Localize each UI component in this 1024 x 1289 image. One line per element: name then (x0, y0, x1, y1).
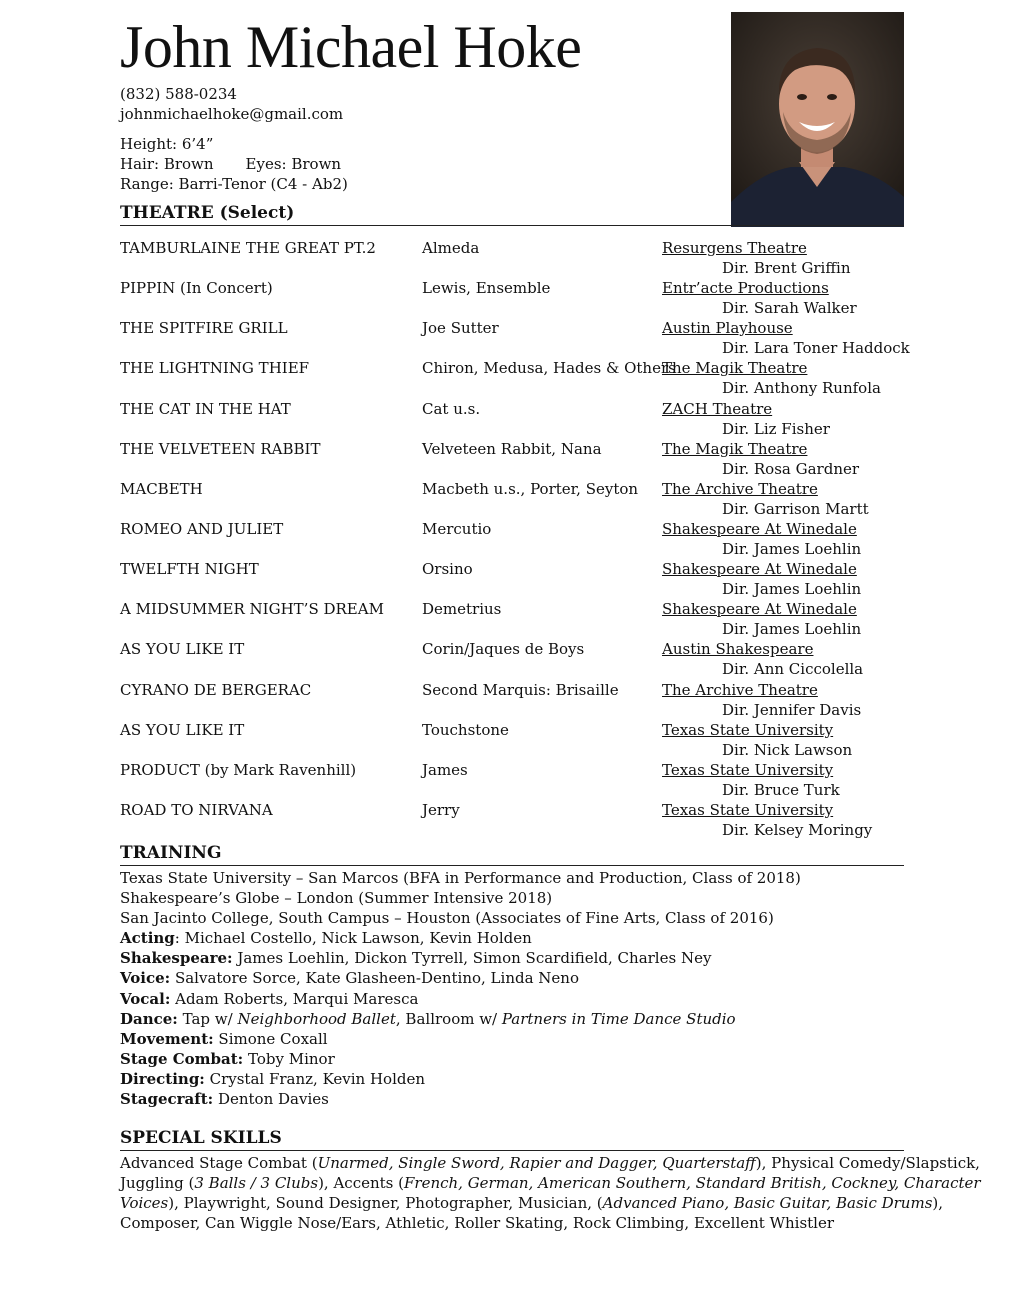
venue: Texas State University (662, 760, 834, 779)
skills-text: Composer, Can Wiggle Nose/Ears, Athletic, Roller Skating, Rock Climbing, Excellent Whistler (120, 1214, 835, 1232)
director: Dir. Brent Griffin (722, 259, 851, 277)
theatre-credits-list (120, 238, 920, 840)
venue: Austin Shakespeare (662, 640, 814, 659)
shakespeare-value: James Loehlin, Dickon Tyrrell, Simon Scardifield, Charles Ney (232, 949, 712, 968)
skills-text: Advanced Stage Combat ( (120, 1154, 318, 1172)
vocal-teachers (120, 989, 920, 1009)
stagecraft-teachers (120, 1089, 920, 1109)
skills-detail: Voices (120, 1194, 169, 1212)
credit-row (120, 238, 920, 278)
show-title: A MIDSUMMER NIGHT’S DREAM (120, 600, 384, 619)
phone-number: (832) 588-0234 (120, 85, 237, 103)
combat-teachers (120, 1049, 920, 1069)
venue: The Archive Theatre (662, 680, 818, 699)
director: Dir. Sarah Walker (722, 299, 857, 318)
director: Dir. Kelsey Moringy (722, 820, 873, 839)
dance-text: , Ballroom w/ (395, 1009, 502, 1028)
special-skills-text (120, 1153, 981, 1233)
dance-label: Dance: (120, 1009, 178, 1028)
shakespeare-label: Shakespeare: (120, 949, 233, 968)
director: Dir. James Loehlin (722, 539, 862, 558)
email-address: johnmichaelhoke@gmail.com (120, 105, 344, 123)
director: Dir. James Loehlin (722, 580, 862, 599)
movement-teachers (120, 1029, 920, 1049)
role: Cat u.s. (422, 399, 481, 418)
role: Lewis, Ensemble (422, 279, 551, 298)
hair-color: Hair: Brown (120, 155, 214, 173)
director: Dir. Jennifer Davis (722, 700, 862, 719)
role: Velveteen Rabbit, Nana (422, 439, 602, 458)
actor-name: John Michael Hoke (120, 14, 582, 80)
director: Dir. Garrison Martt (722, 499, 869, 518)
director: Dir. Liz Fisher (722, 419, 830, 438)
venue: Shakespeare At Winedale (662, 560, 857, 579)
director: Dir. Ann Ciccolella (722, 660, 864, 679)
role: Second Marquis: Brisaille (422, 680, 619, 699)
training-list (120, 868, 920, 1109)
venue: The Magik Theatre (662, 439, 808, 458)
show-title: MACBETH (120, 479, 203, 498)
show-title: THE SPITFIRE GRILL (120, 319, 288, 338)
dance-studio: Neighborhood Ballet (237, 1009, 396, 1028)
vocal-range: Range: Barri-Tenor (C4 - Ab2) (120, 175, 348, 193)
credit-row (120, 680, 920, 720)
directing-teachers (120, 1069, 920, 1089)
director: Dir. Bruce Turk (722, 780, 840, 799)
skills-text: ), (932, 1194, 944, 1212)
skills-detail: 3 Balls / 3 Clubs (194, 1174, 319, 1192)
acting-label: Acting (120, 929, 175, 948)
venue: Entr’acte Productions (662, 279, 829, 298)
physical-stats (120, 134, 348, 194)
headshot-photo (731, 12, 904, 227)
movement-label: Movement: (120, 1029, 214, 1048)
role: Macbeth u.s., Porter, Seyton (422, 479, 639, 498)
skills-detail: Advanced Piano, Basic Guitar, Basic Drums (602, 1194, 933, 1212)
role: Jerry (422, 800, 460, 819)
height: Height: 6’4” (120, 135, 214, 153)
headshot-image (731, 12, 904, 227)
theatre-section-title: THEATRE (Select) (120, 202, 904, 226)
directing-label: Directing: (120, 1069, 205, 1088)
combat-value: Toby Minor (243, 1049, 335, 1068)
venue: Shakespeare At Winedale (662, 519, 857, 538)
school-entry: San Jacinto College, South Campus – Houston (Associates of Fine Arts, Class of 2016) (120, 909, 774, 928)
credit-row (120, 599, 920, 639)
director: Dir. Rosa Gardner (722, 459, 860, 478)
director: Dir. James Loehlin (722, 620, 862, 639)
movement-value: Simone Coxall (213, 1029, 328, 1048)
dance-text: Tap w/ (177, 1009, 238, 1028)
school-entry: Texas State University – San Marcos (BFA in Performance and Production, Class of 2018) (120, 869, 801, 887)
credit-row (120, 358, 920, 398)
credit-row (120, 559, 920, 599)
show-title: TWELFTH NIGHT (120, 560, 259, 579)
training-section-title: TRAINING (120, 842, 904, 866)
credit-row (120, 760, 920, 800)
skills-text: ), Playwright, Sound Designer, Photographer, Musician, ( (168, 1194, 603, 1212)
role: Orsino (422, 560, 473, 579)
vocal-value: Adam Roberts, Marqui Maresca (170, 989, 419, 1008)
credit-row (120, 800, 920, 840)
role: Mercutio (422, 519, 492, 538)
show-title: THE VELVETEEN RABBIT (120, 439, 321, 458)
show-title: ROMEO AND JULIET (120, 519, 284, 538)
skills-detail: Unarmed, Single Sword, Rapier and Dagger, Quarterstaff (317, 1154, 756, 1172)
voice-value: Salvatore Sorce, Kate Glasheen-Dentino, Linda Neno (170, 969, 579, 988)
venue: ZACH Theatre (662, 399, 773, 418)
credit-row (120, 479, 920, 519)
combat-label: Stage Combat: (120, 1049, 244, 1068)
venue: The Archive Theatre (662, 479, 818, 498)
skills-section-title: SPECIAL SKILLS (120, 1127, 904, 1151)
director: Dir. Nick Lawson (722, 740, 853, 759)
school-entry: Shakespeare’s Globe – London (Summer Intensive 2018) (120, 889, 553, 908)
director: Dir. Lara Toner Haddock (722, 339, 910, 358)
venue: Shakespeare At Winedale (662, 600, 857, 619)
venue: Austin Playhouse (662, 319, 793, 338)
role: Touchstone (422, 720, 509, 739)
voice-label: Voice: (120, 969, 171, 988)
credit-row (120, 519, 920, 559)
role: Chiron, Medusa, Hades & Others (422, 359, 676, 378)
show-title: ROAD TO NIRVANA (120, 800, 273, 819)
show-title: AS YOU LIKE IT (120, 720, 245, 739)
show-title: THE LIGHTNING THIEF (120, 359, 310, 378)
skills-detail: French, German, American Southern, Standard British, Cockney, Character (403, 1174, 981, 1192)
dance-training (120, 1009, 920, 1029)
venue: Texas State University (662, 800, 834, 819)
acting-value: : Michael Costello, Nick Lawson, Kevin Holden (174, 929, 532, 948)
credit-row (120, 278, 920, 318)
venue: Texas State University (662, 720, 834, 739)
show-title: TAMBURLAINE THE GREAT PT.2 (120, 239, 376, 257)
role: James (422, 760, 468, 779)
role: Corin/Jaques de Boys (422, 640, 585, 659)
role: Joe Sutter (422, 319, 499, 338)
stagecraft-label: Stagecraft: (120, 1090, 214, 1109)
show-title: PRODUCT (by Mark Ravenhill) (120, 760, 357, 779)
dance-studio: Partners in Time Dance Studio (501, 1009, 736, 1028)
skills-text: ), Physical Comedy/Slapstick, (755, 1154, 980, 1172)
contact-info (120, 84, 343, 124)
show-title: THE CAT IN THE HAT (120, 399, 291, 418)
venue: The Magik Theatre (662, 359, 808, 378)
venue: Resurgens Theatre (662, 239, 807, 257)
shakespeare-teachers (120, 948, 920, 968)
director: Dir. Anthony Runfola (722, 379, 881, 398)
role: Almeda (422, 239, 480, 257)
eye-color: Eyes: Brown (245, 155, 342, 173)
credit-row (120, 318, 920, 358)
stagecraft-value: Denton Davies (213, 1090, 329, 1109)
skills-text: ), Accents ( (318, 1174, 404, 1192)
show-title: PIPPIN (In Concert) (120, 279, 273, 298)
voice-teachers (120, 968, 920, 988)
show-title: CYRANO DE BERGERAC (120, 680, 312, 699)
directing-value: Crystal Franz, Kevin Holden (204, 1069, 426, 1088)
role: Demetrius (422, 600, 502, 619)
skills-text: Juggling ( (120, 1174, 195, 1192)
acting-teachers (120, 928, 920, 948)
credit-row (120, 399, 920, 439)
credit-row (120, 439, 920, 479)
credit-row (120, 639, 920, 679)
credit-row (120, 720, 920, 760)
vocal-label: Vocal: (120, 989, 171, 1008)
show-title: AS YOU LIKE IT (120, 640, 245, 659)
